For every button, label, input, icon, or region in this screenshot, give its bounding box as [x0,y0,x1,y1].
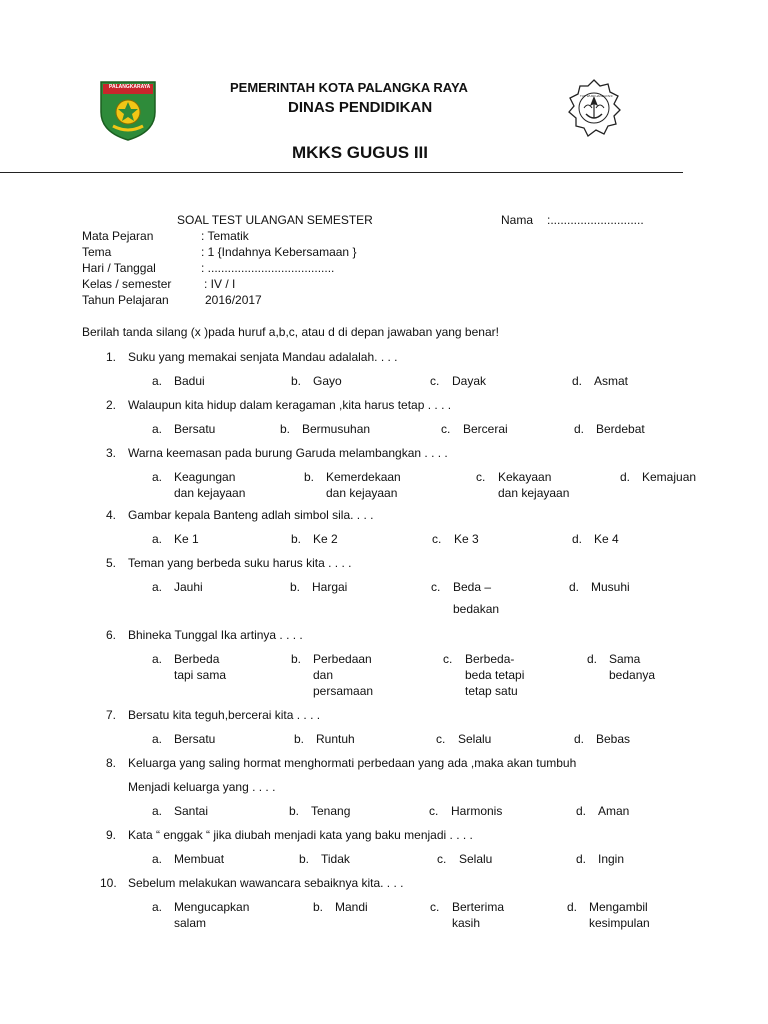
option-a[interactable] [152,470,245,500]
option-letter: d. [572,374,583,388]
option-letter: a. [152,422,163,436]
option-letter: a. [152,804,163,818]
question-6 [106,628,303,642]
option-d[interactable] [576,852,624,866]
option-text: Beda – [453,580,492,594]
option-letter: c. [476,470,486,484]
option-b[interactable] [291,532,338,546]
option-d[interactable] [587,652,655,682]
option-letter: a. [152,652,163,666]
option-a[interactable] [152,900,249,930]
option-letter: d. [569,580,580,594]
question-number: 7. [106,708,117,722]
option-letter: b. [291,532,302,546]
option-text: Selalu [459,852,493,866]
option-d[interactable] [569,580,630,594]
option-letter: a. [152,852,163,866]
info-label-subject: Mata Pejaran [82,229,154,243]
option-text-continued: beda tetapi [465,668,525,682]
option-d[interactable] [567,900,650,930]
instruction: Berilah tanda silang (x )pada huruf a,b,c, atau d di depan jawaban yang benar! [82,325,499,339]
question-text-continued: Menjadi keluarga yang . . . . [128,780,276,794]
left-logo-text: PALANGKARAYA [109,84,151,90]
question-number: 1. [106,350,117,364]
option-d[interactable] [574,732,630,746]
info-value-subject: : Tematik [201,229,249,243]
option-text: Bebas [596,732,631,746]
info-label-date: Hari / Tanggal [82,261,156,275]
option-letter: d. [620,470,631,484]
info-value-year: 2016/2017 [205,293,262,307]
option-letter: d. [576,804,587,818]
question-4 [106,508,373,522]
question-number: 3. [106,446,117,460]
option-text: Bermusuhan [302,422,371,436]
option-a[interactable] [152,652,226,682]
question-number: 4. [106,508,117,522]
tut-wuri-handayani-logo [566,78,622,140]
option-b[interactable] [299,852,350,866]
option-text: Santai [174,804,209,818]
option-text: Kemerdekaan [326,470,401,484]
option-text: Berbeda- [465,652,515,666]
option-letter: d. [572,532,583,546]
option-text: Sama [609,652,641,666]
option-b[interactable] [291,652,373,698]
option-text: Mengambil [589,900,648,914]
option-c[interactable] [430,374,486,388]
option-b[interactable] [280,422,370,436]
option-text: Berdebat [596,422,645,436]
option-b[interactable] [289,804,350,818]
question-8 [106,756,576,770]
option-text: Runtuh [316,732,355,746]
option-text: Selalu [458,732,492,746]
option-letter: b. [294,732,305,746]
option-a[interactable] [152,852,224,866]
option-a[interactable] [152,374,205,388]
option-c[interactable] [476,470,569,500]
option-letter: b. [291,652,302,666]
option-letter: b. [304,470,315,484]
question-text: Kata “ enggak “ jika diubah menjadi kata yang baku menjadi . . . . [128,828,473,842]
option-text: Perbedaan [313,652,372,666]
option-text-continued: tapi sama [174,668,227,682]
nama-label: Nama [501,213,534,227]
question-3 [106,446,448,460]
option-c[interactable] [431,580,499,616]
option-b[interactable] [294,732,355,746]
option-text: Mengucapkan [174,900,250,914]
option-text: Berterima [452,900,505,914]
question-10 [100,876,403,890]
option-text-continued: dan [313,668,334,682]
option-text: Mandi [335,900,368,914]
option-text-continued: kesimpulan [589,916,650,930]
option-letter: b. [289,804,300,818]
option-text: Badui [174,374,205,388]
option-text: Berbeda [174,652,220,666]
option-letter: c. [437,852,447,866]
option-d[interactable] [576,804,629,818]
option-c[interactable] [437,852,492,866]
option-text: Ingin [598,852,625,866]
question-text: Walaupun kita hidup dalam keragaman ,kita harus tetap . . . . [128,398,452,412]
palangkaraya-logo [99,78,157,142]
option-d[interactable] [572,374,628,388]
option-text-continued: salam [174,916,207,930]
option-letter: d. [574,422,585,436]
option-letter: b. [280,422,291,436]
option-text: Aman [598,804,630,818]
option-text: Ke 1 [174,532,199,546]
option-a[interactable] [152,732,215,746]
option-text-continued: bedanya [609,668,656,682]
option-text: Musuhi [591,580,630,594]
option-text: Harmonis [451,804,503,818]
option-text: Asmat [594,374,629,388]
header-divider [0,172,683,173]
option-c[interactable] [443,652,524,698]
option-letter: a. [152,374,163,388]
option-text: Tenang [311,804,351,818]
question-number: 6. [106,628,117,642]
option-d[interactable] [620,470,696,484]
option-letter: a. [152,532,163,546]
info-value-theme: : 1 {Indahnya Kebersamaan } [201,245,357,259]
question-text: Gambar kepala Banteng adlah simbol sila. . . . [128,508,374,522]
option-letter: c. [432,532,442,546]
option-text: Jauhi [174,580,203,594]
option-text-continued: persamaan [313,684,374,698]
option-text: Gayo [313,374,342,388]
option-letter: d. [576,852,587,866]
option-letter: c. [430,374,440,388]
option-c[interactable] [432,532,479,546]
option-text-continued: tetap satu [465,684,518,698]
question-text: Teman yang berbeda suku harus kita . . . . [128,556,352,570]
info-value-date: : ...................................... [201,261,335,275]
option-c[interactable] [429,804,502,818]
option-c[interactable] [436,732,491,746]
info-label-year: Tahun Pelajaran [82,293,169,307]
question-9 [106,828,473,842]
info-label-class: Kelas / semester [82,277,172,291]
option-a[interactable] [152,804,208,818]
option-text-continued: dan kejayaan [174,486,246,500]
option-letter: d. [574,732,585,746]
test-title: SOAL TEST ULANGAN SEMESTER [177,213,373,227]
option-letter: b. [313,900,324,914]
option-letter: b. [299,852,310,866]
question-number: 8. [106,756,117,770]
question-text: Bhineka Tunggal Ika artinya . . . . [128,628,303,642]
info-label-theme: Tema [82,245,112,259]
option-text: Hargai [312,580,348,594]
question-text: Bersatu kita teguh,bercerai kita . . . . [128,708,321,722]
option-letter: c. [430,900,440,914]
option-text: Kemajuan [642,470,697,484]
option-a[interactable] [152,422,215,436]
header-department: DINAS PENDIDIKAN [288,99,433,116]
option-letter: b. [291,374,302,388]
option-letter: c. [431,580,441,594]
option-letter: c. [436,732,446,746]
option-b[interactable] [304,470,401,500]
question-text: Suku yang memakai senjata Mandau adalalah. . . . [128,350,398,364]
option-d[interactable] [574,422,645,436]
option-text: Ke 4 [594,532,619,546]
option-letter: a. [152,470,163,484]
header-mkks: MKKS GUGUS III [292,143,429,162]
option-text: Dayak [452,374,487,388]
option-text: Ke 2 [313,532,338,546]
question-text: Warna keemasan pada burung Garuda melambangkan . . . . [128,446,448,460]
option-text: Tidak [321,852,350,866]
option-a[interactable] [152,532,199,546]
option-text: Bersatu [174,732,216,746]
option-letter: c. [441,422,451,436]
option-letter: d. [587,652,598,666]
question-2 [106,398,451,412]
option-letter: a. [152,900,163,914]
option-letter: c. [443,652,453,666]
option-text-continued: dan kejayaan [326,486,398,500]
question-7 [106,708,320,722]
option-c[interactable] [441,422,508,436]
option-letter: b. [290,580,301,594]
question-1 [106,350,398,364]
question-number: 10. [100,876,117,890]
option-b[interactable] [313,900,368,914]
header-government: PEMERINTAH KOTA PALANGKA RAYA [230,80,468,95]
question-text: Keluarga yang saling hormat menghormati perbedaan yang ada ,maka akan tumbuh [128,756,577,770]
option-text-continued: bedakan [453,602,500,616]
option-text: Ke 3 [454,532,479,546]
option-c[interactable] [430,900,504,930]
option-text: Kekayaan [498,470,552,484]
question-number: 5. [106,556,117,570]
option-text: Bercerai [463,422,508,436]
option-letter: a. [152,732,163,746]
question-number: 9. [106,828,117,842]
option-d[interactable] [572,532,619,546]
right-logo-text: TUT WURI HANDAYANI [580,94,613,98]
info-value-class: : IV / I [204,277,236,291]
nama-value: :............................ [547,213,644,227]
option-text-continued: dan kejayaan [498,486,570,500]
option-b[interactable] [290,580,347,594]
option-text: Keagungan [174,470,236,484]
option-letter: d. [567,900,578,914]
option-text-continued: kasih [452,916,481,930]
question-text: Sebelum melakukan wawancara sebaiknya kita. . . . [128,876,404,890]
question-number: 2. [106,398,117,412]
option-letter: a. [152,580,163,594]
option-text: Membuat [174,852,225,866]
option-b[interactable] [291,374,342,388]
option-text: Bersatu [174,422,216,436]
option-letter: c. [429,804,439,818]
option-a[interactable] [152,580,203,594]
question-5 [106,556,351,570]
